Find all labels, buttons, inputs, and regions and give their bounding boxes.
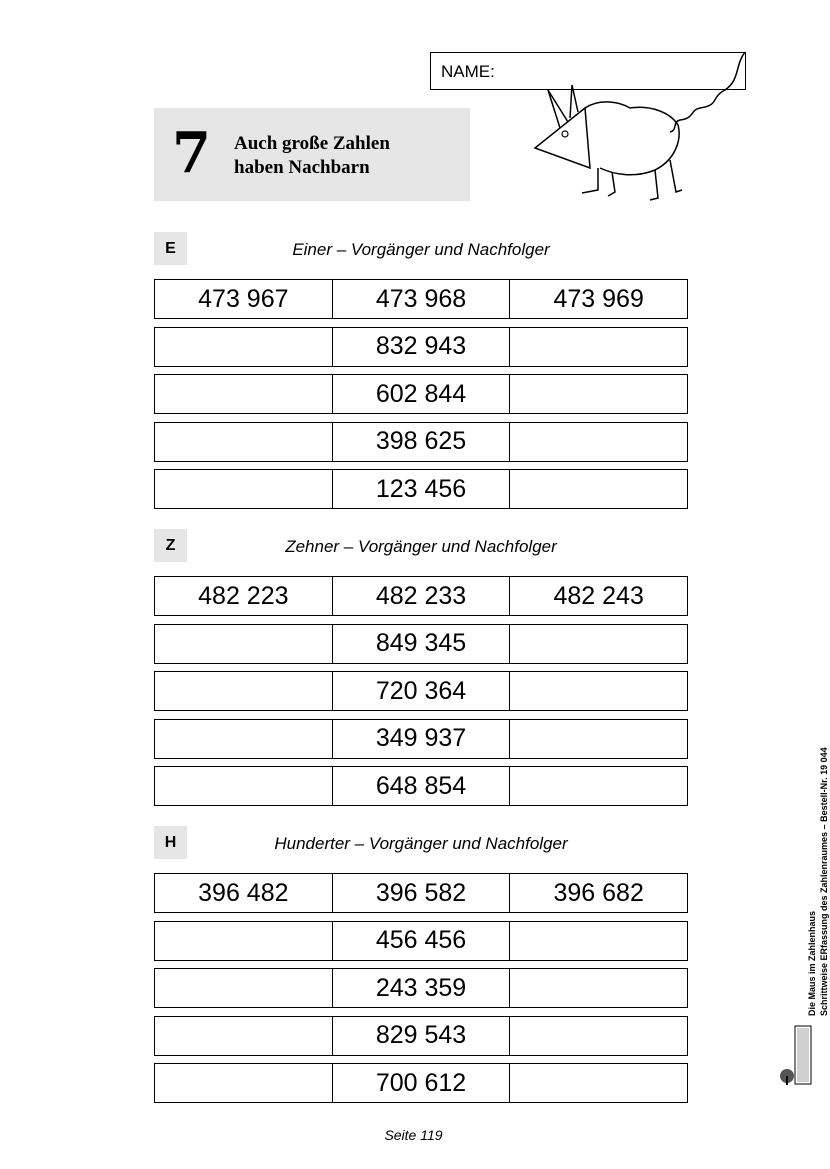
number-table: [154, 279, 688, 517]
number-cell: 398 625: [333, 423, 511, 461]
number-cell: 456 456: [333, 922, 511, 960]
worksheet-title-box: [154, 108, 470, 201]
successor-cell[interactable]: [510, 375, 687, 413]
number-cell: 829 543: [333, 1017, 511, 1055]
section-title: Einer – Vorgänger und Nachfolger: [292, 240, 550, 259]
successor-cell[interactable]: [510, 1064, 687, 1102]
worksheet-title: [234, 132, 390, 180]
name-label: NAME:: [441, 62, 495, 81]
predecessor-cell[interactable]: [155, 1017, 333, 1055]
predecessor-cell[interactable]: [155, 969, 333, 1007]
successor-cell[interactable]: [510, 470, 687, 508]
side-text-line-2: Schrittweise ERfassung des Zahlenraumes – Bestell-Nr. 19 044: [819, 747, 829, 1016]
number-cell: 123 456: [333, 470, 511, 508]
predecessor-cell[interactable]: 473 967: [155, 280, 333, 318]
number-cell: 349 937: [333, 720, 511, 758]
section-letter: E: [154, 232, 187, 265]
table-row: [154, 671, 688, 711]
successor-cell[interactable]: 482 243: [553, 581, 644, 610]
successor-cell[interactable]: [510, 969, 687, 1007]
number-cell: 482 233: [333, 577, 511, 615]
mouse-illustration: [530, 50, 750, 205]
predecessor-cell[interactable]: [155, 375, 333, 413]
title-line-2: haben Nachbarn: [234, 157, 370, 178]
predecessor-cell[interactable]: 482 223: [155, 577, 333, 615]
predecessor-cell[interactable]: [155, 423, 333, 461]
table-row: [154, 422, 688, 462]
table-row: [154, 469, 688, 509]
number-table: [154, 576, 688, 814]
predecessor-cell[interactable]: 396 482: [155, 874, 333, 912]
successor-cell[interactable]: [510, 423, 687, 461]
table-row: [154, 873, 688, 913]
number-cell: 473 968: [333, 280, 511, 318]
number-cell: 243 359: [333, 969, 511, 1007]
publisher-side-text: [806, 747, 830, 1016]
worksheet-number: 7: [172, 120, 211, 186]
predecessor-cell[interactable]: [155, 470, 333, 508]
table-row: [154, 374, 688, 414]
number-cell: 700 612: [333, 1064, 511, 1102]
successor-cell[interactable]: [510, 328, 687, 366]
predecessor-cell[interactable]: [155, 1064, 333, 1102]
number-table: [154, 873, 688, 1111]
section-zehner: [154, 529, 688, 800]
table-row: [154, 968, 688, 1008]
table-row: [154, 624, 688, 664]
successor-cell[interactable]: [510, 1017, 687, 1055]
section-title: Zehner – Vorgänger und Nachfolger: [285, 537, 557, 556]
section-hunderter: [154, 826, 688, 1097]
section-einer: [154, 232, 688, 503]
predecessor-cell[interactable]: [155, 720, 333, 758]
predecessor-cell[interactable]: [155, 672, 333, 710]
successor-cell[interactable]: [510, 922, 687, 960]
section-letter: Z: [154, 529, 187, 562]
title-line-1: Auch große Zahlen: [234, 133, 390, 154]
side-text-line-1: Die Maus im Zahlenhaus: [807, 910, 817, 1016]
table-row: [154, 576, 688, 616]
predecessor-cell[interactable]: [155, 328, 333, 366]
number-cell: 648 854: [333, 767, 511, 805]
table-row: [154, 1063, 688, 1103]
predecessor-cell[interactable]: [155, 767, 333, 805]
table-row: [154, 719, 688, 759]
kohl-verlag-logo-icon: [779, 1026, 813, 1086]
successor-cell[interactable]: [510, 625, 687, 663]
successor-cell[interactable]: [510, 720, 687, 758]
number-cell: 396 582: [333, 874, 511, 912]
predecessor-cell[interactable]: [155, 625, 333, 663]
predecessor-cell[interactable]: [155, 922, 333, 960]
successor-cell[interactable]: [510, 672, 687, 710]
successor-cell[interactable]: 396 682: [553, 878, 644, 907]
table-row: [154, 279, 688, 319]
section-title: Hunderter – Vorgänger und Nachfolger: [274, 834, 568, 853]
number-cell: 849 345: [333, 625, 511, 663]
table-row: [154, 327, 688, 367]
number-cell: 720 364: [333, 672, 511, 710]
number-cell: 602 844: [333, 375, 511, 413]
table-row: [154, 1016, 688, 1056]
table-row: [154, 921, 688, 961]
successor-cell[interactable]: [510, 767, 687, 805]
page-number: Seite 119: [384, 1127, 443, 1143]
successor-cell[interactable]: 473 969: [553, 284, 644, 313]
number-cell: 832 943: [333, 328, 511, 366]
section-letter: H: [154, 826, 187, 859]
table-row: [154, 766, 688, 806]
